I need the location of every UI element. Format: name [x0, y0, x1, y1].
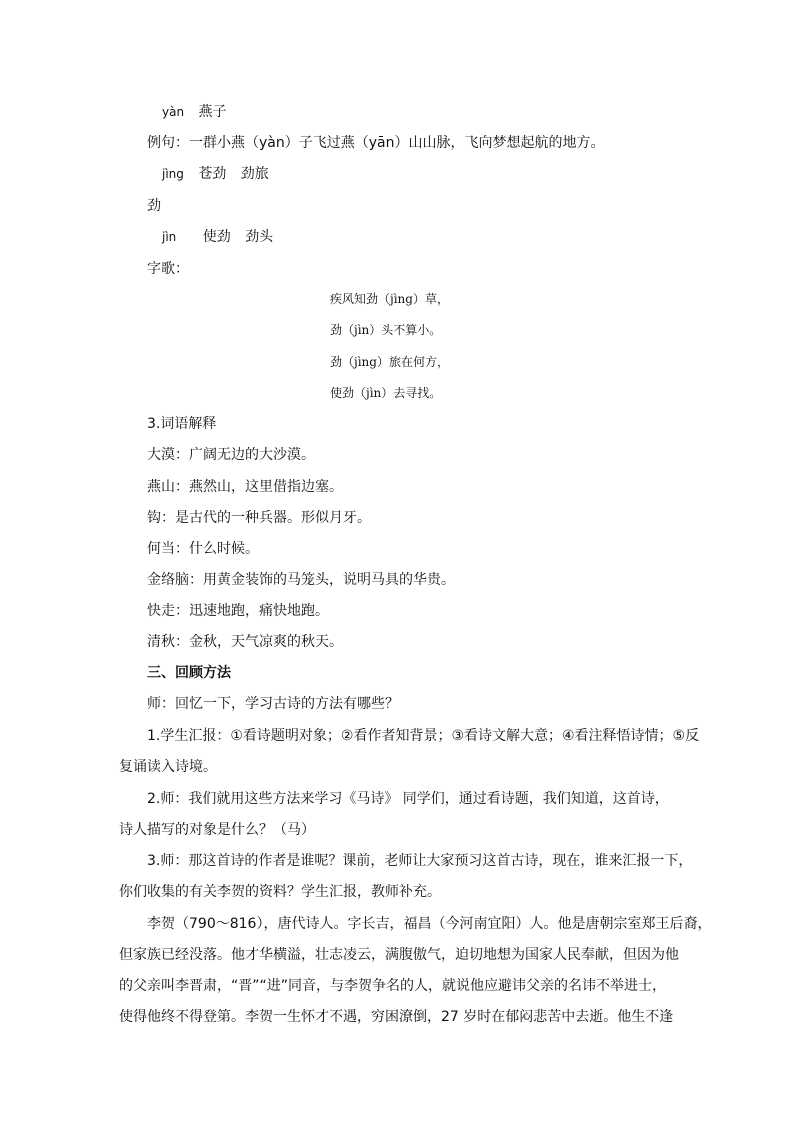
- section-heading: 三、回顾方法: [147, 665, 231, 681]
- word-canjin: 苍劲: [198, 166, 227, 182]
- pinyin-yan: yàn: [162, 105, 185, 119]
- pinyin-jing: jìng: [162, 167, 184, 181]
- song-line-1: 疾风知劲（jìng）草，: [330, 292, 449, 306]
- bio-line-4: 使得他终不得登第。李贺一生怀才不遇，穷困潦倒，27 岁时在郁闷悲苦中去逝。他生不逢: [119, 1009, 674, 1025]
- bio-line-2: 但家族已经没落。他才华横溢，壮志凌云，满腹傲气，迫切地想为国家人民奉献，但因为他: [119, 947, 679, 963]
- paragraph-2-line-2: 诗人描写的对象是什么？（马）: [119, 822, 315, 838]
- bio-line-1: 李贺（790～816），唐代诗人。字长吉，福昌（今河南宜阳）人。他是唐朝宗室郑王后裔，: [147, 916, 712, 932]
- vocab-item: 快走：迅速地跑，痛快地跑。: [147, 603, 329, 619]
- paragraph-3-line-2: 你们收集的有关李贺的资料？学生汇报，教师补充。: [119, 884, 441, 900]
- vocab-item: 大漠：广阔无边的大沙漠。: [147, 447, 315, 463]
- paragraph-1-line-1: 1.学生汇报：①看诗题明对象；②看作者知背景；③看诗文解大意；④看注释悟诗情；⑤反: [147, 728, 700, 744]
- song-line-2: 劲（jìn）头不算小。: [330, 323, 442, 337]
- vocab-item: 何当：什么时候。: [147, 541, 259, 557]
- char-jin: 劲: [147, 198, 161, 214]
- vocab-item: 燕山：燕然山，这里借指边塞。: [147, 479, 343, 495]
- song-line-3: 劲（jìng）旅在何方，: [330, 355, 449, 369]
- word-jintou: 劲头: [245, 229, 274, 245]
- song-line-4: 使劲（jìn）去寻找。: [330, 386, 442, 400]
- jin-line: [162, 227, 273, 247]
- example-sentence: 例句：一群小燕（yàn）子飞过燕（yān）山山脉，飞向梦想起航的地方。: [147, 135, 605, 151]
- word-yanzi: 燕子: [198, 104, 227, 120]
- jing-line: [162, 164, 269, 184]
- word-shijin: 使劲: [202, 229, 231, 245]
- paragraph-2-line-1: 2.师：我们就用这些方法来学习《马诗》 同学们，通过看诗题，我们知道，这首诗，: [147, 791, 669, 807]
- bio-line-3: 的父亲叫李晋肃，“晋”“进”同音，与李贺争名的人，就说他应避讳父亲的名讳不举进士，: [119, 978, 667, 994]
- teacher-question: 师：回忆一下，学习古诗的方法有哪些？: [147, 696, 399, 712]
- song-label: 字歌：: [147, 261, 189, 277]
- vocab-item: 清秋：金秋，天气凉爽的秋天。: [147, 634, 343, 650]
- paragraph-1-line-2: 复诵读入诗境。: [119, 759, 217, 775]
- yan-line: [162, 102, 227, 122]
- vocab-item: 金络脑：用黄金装饰的马笼头，说明马具的华贵。: [147, 572, 455, 588]
- word-jinlv: 劲旅: [240, 166, 269, 182]
- paragraph-3-line-1: 3.师：那这首诗的作者是谁呢？课前，老师让大家预习这首古诗，现在，谁来汇报一下，: [147, 853, 693, 869]
- vocab-item: 钩：是古代的一种兵器。形似月牙。: [147, 510, 371, 526]
- vocab-heading: 3.词语解释: [147, 416, 217, 432]
- pinyin-jin: jìn: [162, 230, 177, 244]
